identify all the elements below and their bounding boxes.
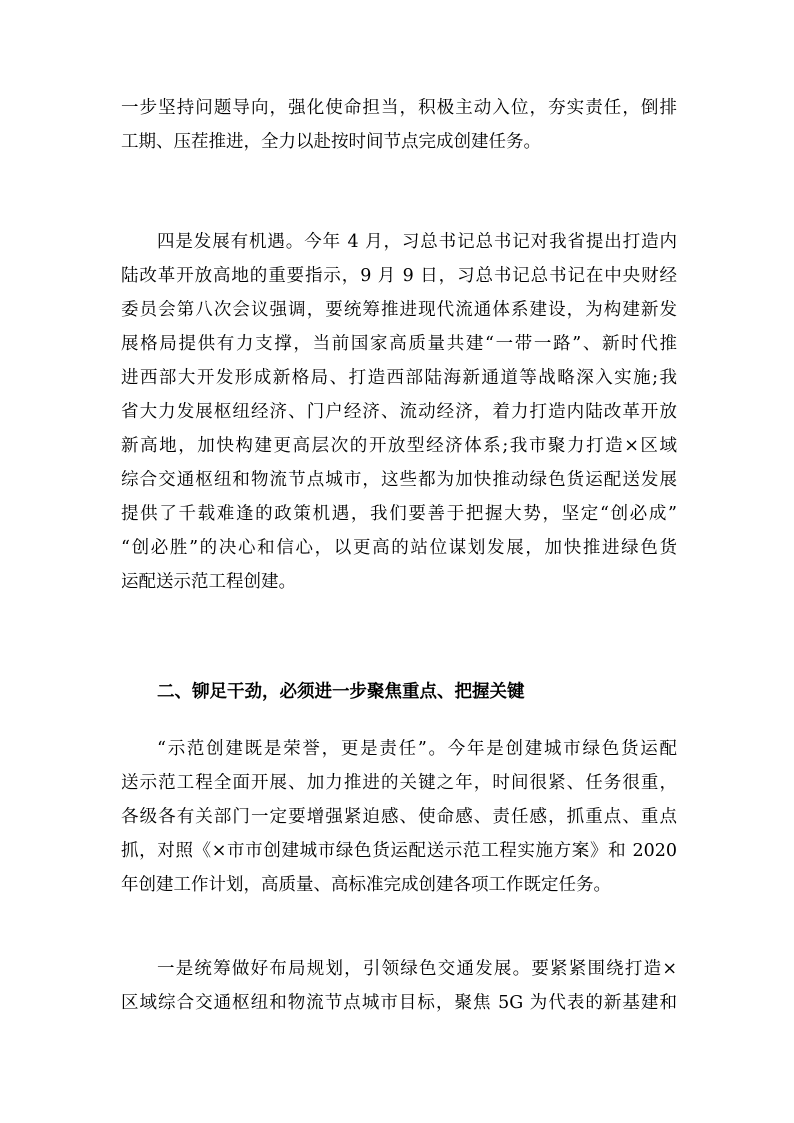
text-line: “示范创建既是荣誉，更是责任”。今年是创建城市绿色货运配	[157, 739, 677, 759]
text-line: 抓，对照《×市市创建城市绿色货运配送示范工程实施方案》和 2020	[121, 841, 677, 861]
text-line: 一是统筹做好布局规划，引领绿色交通发展。要紧紧围绕打造×	[157, 959, 677, 979]
text-line: 陆改革开放高地的重要指示，9 月 9 日，习总书记总书记在中央财经	[121, 266, 677, 286]
text-line: 年创建工作计划，高质量、高标准完成创建各项工作既定任务。	[121, 875, 611, 895]
text-line: 运配送示范工程创建。	[121, 572, 296, 592]
paragraph-continued	[121, 91, 677, 159]
text-line: 委员会第八次会议强调，要统筹推进现代流通体系建设，为构建新发	[121, 300, 677, 320]
text-line: 区域综合交通枢纽和物流节点城市目标，聚焦 5G 为代表的新基建和	[121, 993, 677, 1013]
paragraph-planning	[121, 952, 677, 1020]
text-line: 送示范工程全面开展、加力推进的关键之年，时间很紧、任务很重，	[121, 773, 677, 793]
text-line: 一步坚持问题导向，强化使命担当，积极主动入位，夯实责任，倒排	[121, 98, 677, 118]
text-line: 省大力发展枢纽经济、门户经济、流动经济，着力打造内陆改革开放	[121, 402, 677, 422]
text-line: 各级各有关部门一定要增强紧迫感、使命感、责任感，抓重点、重点	[121, 807, 677, 827]
text-line: 展格局提供有力支撑，当前国家高质量共建“一带一路”、新时代推	[121, 334, 677, 354]
text-line: 综合交通枢纽和物流节点城市，这些都为加快推动绿色货运配送发展	[121, 470, 677, 490]
text-line: 提供了千载难逢的政策机遇，我们要善于把握大势，坚定“创必成”	[121, 504, 677, 524]
text-line: 新高地，加快构建更高层次的开放型经济体系;我市聚力打造×区域	[121, 436, 677, 456]
text-line: 工期、压茬推进，全力以赴按时间节点完成创建任务。	[121, 132, 541, 152]
text-line: 四是发展有机遇。今年 4 月，习总书记总书记对我省提出打造内	[157, 232, 677, 252]
section-heading: 二、铆足干劲，必须进一步聚焦重点、把握关键	[157, 682, 525, 702]
text-line: “创必胜”的决心和信心，以更高的站位谋划发展，加快推进绿色货	[121, 538, 677, 558]
text-line: 进西部大开发形成新格局、打造西部陆海新通道等战略深入实施;我	[121, 368, 677, 388]
paragraph-responsibility	[121, 732, 677, 902]
paragraph-opportunity	[121, 225, 677, 599]
